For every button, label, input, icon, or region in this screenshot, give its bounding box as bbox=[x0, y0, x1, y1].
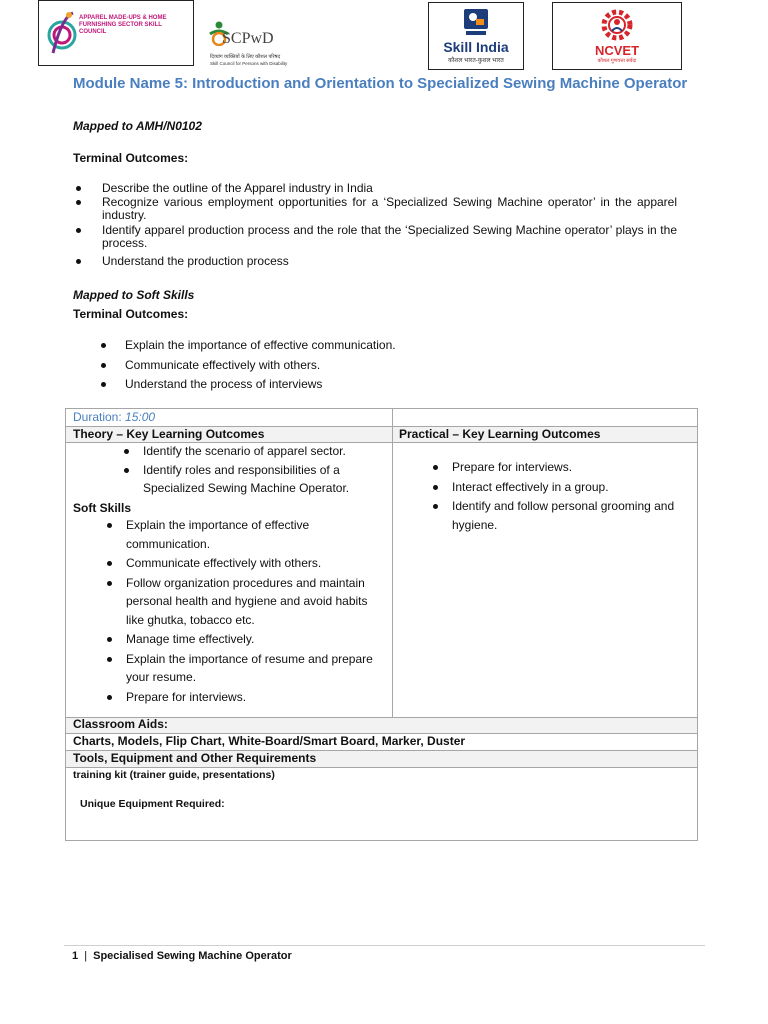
classroom-aids-label: Classroom Aids: bbox=[73, 717, 168, 731]
soft-terminal-outcomes-heading: Terminal Outcomes: bbox=[73, 307, 189, 321]
scpwd-tagline-hindi: दिव्यांग व्यक्तियों के लिए कौशल परिषद bbox=[210, 54, 281, 60]
ssc-logo-box bbox=[38, 0, 194, 66]
theory-header: Theory – Key Learning Outcomes bbox=[73, 427, 265, 441]
unique-equipment-label: Unique Equipment Required: bbox=[80, 798, 225, 810]
soft-skills-label: Soft Skills bbox=[73, 501, 132, 515]
list-item: Explain the importance of resume and prepare your resume. bbox=[101, 650, 376, 687]
ncvet-logo-box bbox=[552, 2, 682, 70]
footer-text: Specialised Sewing Machine Operator bbox=[93, 950, 292, 962]
tools-value: training kit (trainer guide, presentations) bbox=[73, 769, 275, 781]
scpwd-name: SCPwD bbox=[222, 30, 274, 47]
ncvet-tagline: कौशल गुणवत्ता सर्वदा bbox=[597, 58, 637, 64]
ssc-logo-text: APPAREL MADE-UPS & HOME FURNISHING SECTOR SKILL COUNCIL bbox=[79, 15, 167, 35]
footer-divider bbox=[64, 945, 705, 946]
terminal-outcomes-list bbox=[73, 182, 677, 268]
module-title: Module Name 5: Introduction and Orientation to Specialized Sewing Machine Operator bbox=[73, 75, 688, 92]
list-item: Manage time effectively. bbox=[101, 630, 376, 649]
list-item: Understand the production process bbox=[73, 255, 677, 268]
list-item: Explain the importance of effective communication. bbox=[73, 336, 633, 356]
ncvet-name: NCVET bbox=[594, 43, 640, 58]
soft-skills-list bbox=[101, 516, 376, 706]
list-item: Understand the process of interviews bbox=[73, 375, 633, 395]
theory-list bbox=[118, 442, 373, 498]
list-item: Describe the outline of the Apparel industry in India bbox=[73, 182, 677, 195]
list-item: Interact effectively in a group. bbox=[427, 478, 687, 497]
skill-india-tagline: कौशल भारत-कुशल भारत bbox=[448, 58, 504, 64]
list-item: Communicate effectively with others. bbox=[73, 356, 633, 376]
terminal-outcomes-heading: Terminal Outcomes: bbox=[73, 151, 189, 165]
practical-header: Practical – Key Learning Outcomes bbox=[399, 427, 601, 441]
duration-value: 15:00 bbox=[125, 410, 156, 424]
skill-india-name: Skill India bbox=[443, 39, 509, 55]
list-item: Identify roles and responsibilities of a Specialized Sewing Machine Operator. bbox=[118, 461, 373, 498]
list-item: Prepare for interviews. bbox=[101, 688, 376, 707]
scpwd-tagline-english: Skill Council for Persons with Disability bbox=[210, 61, 288, 66]
skill-india-emblem-icon bbox=[462, 7, 490, 37]
list-item: Recognize various employment opportunities for a ‘Specialized Sewing Machine operator’ in the apparel industry. bbox=[73, 196, 677, 222]
ssc-emblem-icon bbox=[47, 9, 77, 57]
skill-india-logo-box bbox=[428, 2, 524, 70]
tools-label: Tools, Equipment and Other Requirements bbox=[73, 751, 317, 765]
list-item: Explain the importance of effective communication. bbox=[101, 516, 376, 553]
practical-list bbox=[427, 458, 687, 534]
soft-outcomes-list bbox=[73, 336, 633, 395]
learning-outcomes-table bbox=[65, 408, 698, 841]
mapped-soft-skills-label: Mapped to Soft Skills bbox=[73, 288, 195, 302]
ncvet-gear-icon bbox=[599, 7, 635, 43]
list-item: Identify the scenario of apparel sector. bbox=[118, 442, 373, 461]
classroom-aids-value: Charts, Models, Flip Chart, White-Board/Smart Board, Marker, Duster bbox=[73, 734, 466, 748]
mapped-to-label: Mapped to AMH/N0102 bbox=[73, 119, 202, 133]
duration-cell bbox=[73, 410, 155, 424]
footer-separator: | bbox=[84, 950, 88, 962]
list-item: Identify apparel production process and the role that the ‘Specialized Sewing Machine operator’ plays in the process. bbox=[73, 224, 677, 250]
page-footer bbox=[72, 950, 292, 962]
list-item: Communicate effectively with others. bbox=[101, 554, 376, 573]
list-item: Prepare for interviews. bbox=[427, 458, 687, 477]
duration-label: Duration: bbox=[73, 410, 122, 424]
page-number: 1 bbox=[72, 950, 79, 962]
scpwd-logo bbox=[206, 20, 306, 70]
list-item: Follow organization procedures and maintain personal health and hygiene and avoid habits like ghutka, tobacco etc. bbox=[101, 574, 376, 630]
list-item: Identify and follow personal grooming and hygiene. bbox=[427, 497, 687, 534]
